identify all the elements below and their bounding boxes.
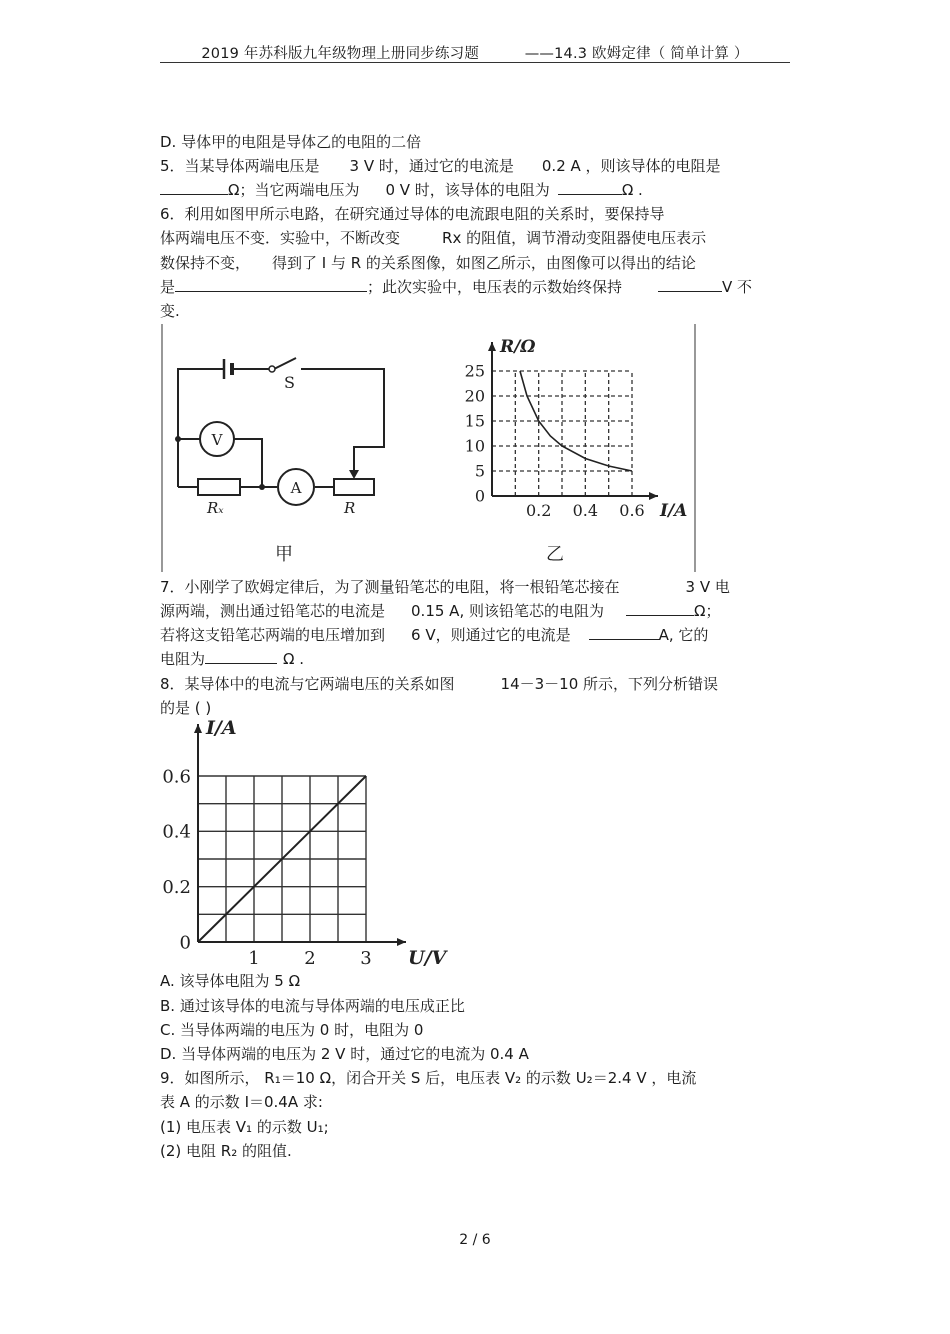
header-divider: [160, 62, 790, 63]
q5-text-a: 5．当某导体两端电压是: [160, 157, 320, 175]
q5-line1: [160, 156, 721, 176]
switch-label: S: [284, 373, 295, 392]
y-tick-label: 25: [464, 361, 485, 381]
q8-option-d[interactable]: D. 当导体两端的电压为 2 V 时，通过它的电流为 0.4 A: [160, 1045, 529, 1063]
figure-b-label: 乙: [546, 544, 564, 565]
q5-text-c: 0.2 A ，则该导体的电阻是: [541, 157, 721, 175]
q6-line4: [160, 277, 752, 297]
q7-text-j: Ω .: [283, 650, 305, 668]
x-tick-label: 0.6: [619, 501, 645, 520]
q7-line1: [160, 577, 730, 597]
q7-blank-3[interactable]: [205, 649, 277, 664]
q6-line5: 变.: [160, 302, 180, 320]
x-axis-label: U/V: [408, 947, 447, 969]
r-i-graph: [465, 337, 688, 521]
q9-sub2: (2) 电阻 R₂ 的阻值.: [160, 1142, 292, 1160]
voltmeter-icon: [200, 422, 234, 456]
q6-blank-1[interactable]: [175, 277, 367, 292]
q5-line2: [160, 180, 643, 200]
q9-sub1: (1) 电压表 V₁ 的示数 U₁;: [160, 1118, 329, 1136]
q6-text-d: 得到了 I 与 R 的关系图像，如图乙所示，由图像可以得出的结论: [272, 254, 696, 272]
q6-line3: [160, 253, 696, 273]
y-tick-label: 0.6: [162, 766, 191, 788]
q6-line1: 6．利用如图甲所示电路，在研究通过导体的电流跟电阻的关系时，要保持导: [160, 205, 665, 223]
y-tick-label: 0: [179, 932, 191, 954]
q7-line4: [160, 649, 304, 669]
q7-blank-1[interactable]: [626, 601, 694, 616]
x-tick-label: 3: [360, 948, 372, 969]
q7-line3: [160, 625, 708, 645]
q9-line1: 9．如图所示， R₁＝10 Ω，闭合开关 S 后，电压表 V₂ 的示数 U₂＝2.4 V ，电流: [160, 1069, 697, 1087]
resistor-rx: [198, 479, 240, 495]
x-tick-label: 2: [304, 948, 316, 969]
x-tick-label: 0.2: [525, 501, 552, 520]
x-axis-label: I/A: [660, 501, 688, 521]
q7-text-i: 电阻为: [160, 650, 206, 668]
q4-option-d: D. 导体甲的电阻是导体乙的电阻的二倍: [160, 133, 422, 151]
q6-text-f: ；此次实验中，电压表的示数始终保持: [367, 278, 623, 296]
rheostat-slider-arrow: [349, 470, 359, 479]
y-tick-label: 0.2: [162, 876, 191, 898]
q7-text-b: 3 V 电: [685, 578, 730, 596]
q8-text-a: 8．某导体中的电流与它两端电压的关系如图: [160, 675, 455, 693]
q6-text-a: 体两端电压不变．实验中，不断改变: [160, 229, 401, 247]
q8-text-b: 14－3－10 所示，下列分析错误: [500, 675, 719, 693]
q5-text-e: 0 V 时，该导体的电阻为: [385, 181, 550, 199]
y-tick-label: 5: [474, 461, 485, 481]
x-axis-arrow: [397, 938, 406, 946]
ammeter-icon: [278, 469, 314, 505]
q6-text-g: V 不: [722, 278, 753, 296]
x-axis-arrow: [649, 492, 658, 500]
q5-text-f: Ω .: [621, 181, 643, 199]
q7-blank-2[interactable]: [589, 625, 659, 640]
q7-text-a: 7．小刚学了欧姆定律后，为了测量铅笔芯的电阻，将一根铅笔芯接在: [160, 578, 620, 596]
q7-text-f: 若将这支铅笔芯两端的电压增加到: [160, 626, 386, 644]
y-tick-label: 0.4: [162, 821, 191, 843]
q7-text-g: 6 V，则通过它的电流是: [411, 626, 571, 644]
q7-text-d: 0.15 A, 则该铅笔芯的电阻为: [411, 602, 604, 620]
svg-text:A: A: [290, 479, 302, 497]
rx-label: Rₓ: [207, 499, 224, 517]
figure-a-label: 甲: [275, 544, 293, 565]
q5-text-d: Ω；当它两端电压为: [228, 181, 360, 199]
header-title: 2019 年苏科版九年级物理上册同步练习题: [201, 46, 480, 62]
circuit-diagram: [178, 358, 384, 487]
q7-line2: [160, 601, 720, 621]
y-axis-label: I/A: [206, 717, 237, 739]
y-axis-arrow: [488, 342, 496, 351]
y-axis-arrow: [194, 724, 202, 733]
i-u-graph-figure: [158, 717, 447, 972]
i-u-graph: [162, 717, 448, 969]
q8-option-c[interactable]: C. 当导体两端的电压为 0 时，电阻为 0: [160, 1021, 424, 1039]
q8-option-b[interactable]: B. 通过该导体的电流与导体两端的电压成正比: [160, 997, 465, 1015]
q6-line2: [160, 228, 706, 248]
q8-line1: [160, 674, 718, 694]
q9-line2: 表 A 的示数 I＝0.4A 求:: [160, 1093, 323, 1111]
x-tick-label: 1: [248, 948, 260, 969]
q5-blank-2[interactable]: [558, 180, 622, 195]
q6-text-c: 数保持不变，: [160, 254, 251, 272]
q5-blank-1[interactable]: [160, 180, 228, 195]
y-tick-label: 20: [464, 386, 485, 406]
y-tick-label: 15: [464, 411, 485, 431]
q6-blank-2[interactable]: [658, 277, 722, 292]
y-tick-label: 10: [464, 436, 485, 456]
x-tick-label: 0.4: [572, 501, 599, 520]
q6-figures: [158, 322, 703, 574]
y-tick-label: 0: [474, 486, 485, 506]
q6-text-e: 是: [160, 278, 176, 296]
q8-line2: 的是 ( ): [160, 699, 212, 717]
rheostat-r: [334, 479, 374, 495]
q5-text-b: 3 V 时，通过它的电流是: [349, 157, 514, 175]
header-subtitle: ——14.3 欧姆定律（ 简单计算 ）: [524, 46, 749, 62]
page-number: 2 / 6: [459, 1232, 491, 1248]
page-header: [160, 42, 790, 63]
q6-text-b: Rx 的阻值，调节滑动变阻器使电压表示: [442, 229, 707, 247]
q7-text-h: A, 它的: [658, 626, 709, 644]
svg-text:V: V: [211, 431, 223, 449]
q7-text-c: 源两端，测出通过铅笔芯的电流是: [160, 602, 386, 620]
q8-option-a[interactable]: A. 该导体电阻为 5 Ω: [160, 972, 301, 990]
q7-text-e: Ω；: [693, 602, 721, 620]
r-label: R: [344, 499, 356, 517]
y-axis-label: R/Ω: [500, 337, 536, 357]
